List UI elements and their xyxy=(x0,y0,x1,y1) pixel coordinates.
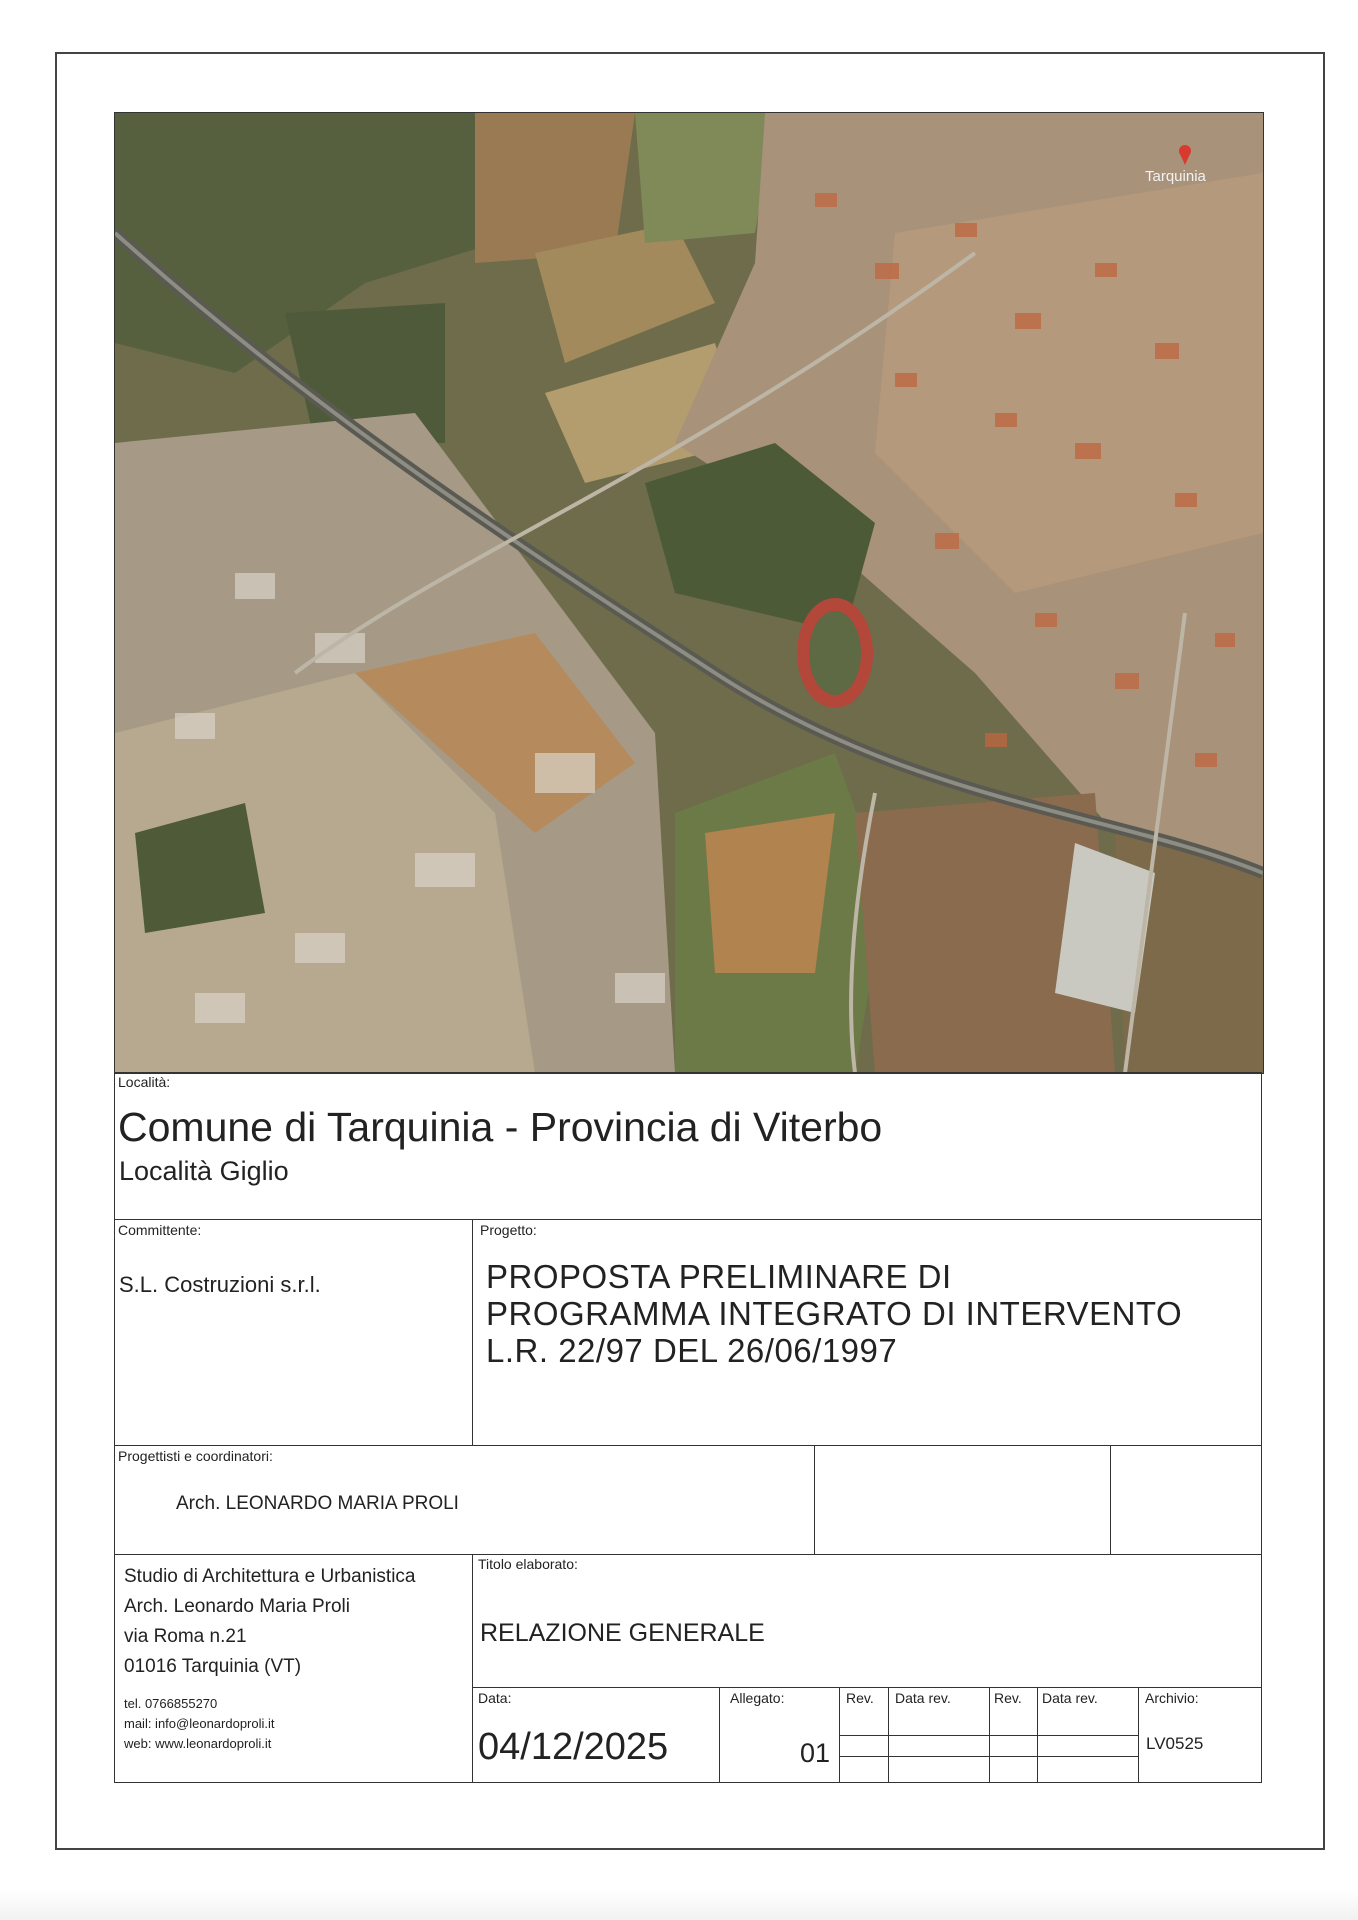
archivio-value: LV0525 xyxy=(1146,1734,1204,1753)
studio-mail: mail: info@leonardoproli.it xyxy=(124,1716,275,1731)
aerial-map xyxy=(114,112,1264,1074)
progetto-line-1: PROPOSTA PRELIMINARE DI xyxy=(486,1258,952,1295)
data-value: 04/12/2025 xyxy=(478,1726,669,1768)
allegato-value: 01 xyxy=(800,1738,831,1768)
progetto-line-3: L.R. 22/97 DEL 26/06/1997 xyxy=(486,1332,898,1369)
aerial-map-image xyxy=(115,113,1263,1073)
studio-line-3: via Roma n.21 xyxy=(124,1626,247,1647)
scan-bottom-edge xyxy=(0,1890,1358,1920)
data-rev-label: Data rev. xyxy=(895,1690,951,1706)
studio-line-2: Arch. Leonardo Maria Proli xyxy=(124,1596,350,1617)
localita-title: Comune di Tarquinia - Provincia di Viterbo xyxy=(118,1104,883,1150)
data-label: Data: xyxy=(478,1690,512,1706)
progettisti-value: Arch. LEONARDO MARIA PROLI xyxy=(176,1493,459,1514)
studio-line-1: Studio di Architettura e Urbanistica xyxy=(124,1566,416,1587)
committente-label: Committente: xyxy=(118,1222,202,1238)
allegato-label: Allegato: xyxy=(730,1690,785,1706)
localita-subtitle: Località Giglio xyxy=(119,1156,289,1186)
progetto-label: Progetto: xyxy=(480,1222,537,1238)
studio-web: web: www.leonardoproli.it xyxy=(124,1736,272,1751)
committente-box xyxy=(114,1219,473,1446)
committente-value: S.L. Costruzioni s.r.l. xyxy=(119,1272,321,1297)
studio-tel: tel. 0766855270 xyxy=(124,1696,218,1711)
map-place-label: Tarquinia xyxy=(1145,168,1206,185)
data-rev2-label: Data rev. xyxy=(1042,1690,1098,1706)
titolo-label: Titolo elaborato: xyxy=(478,1556,578,1572)
rev-label: Rev. xyxy=(846,1690,874,1706)
localita-label: Località: xyxy=(118,1074,171,1090)
titolo-value: RELAZIONE GENERALE xyxy=(480,1619,765,1647)
archivio-label: Archivio: xyxy=(1145,1690,1199,1706)
progetto-line-2: PROGRAMMA INTEGRATO DI INTERVENTO xyxy=(486,1295,1183,1332)
rev2-label: Rev. xyxy=(994,1690,1022,1706)
progettisti-label: Progettisti e coordinatori: xyxy=(118,1448,273,1464)
studio-line-4: 01016 Tarquinia (VT) xyxy=(124,1656,302,1677)
